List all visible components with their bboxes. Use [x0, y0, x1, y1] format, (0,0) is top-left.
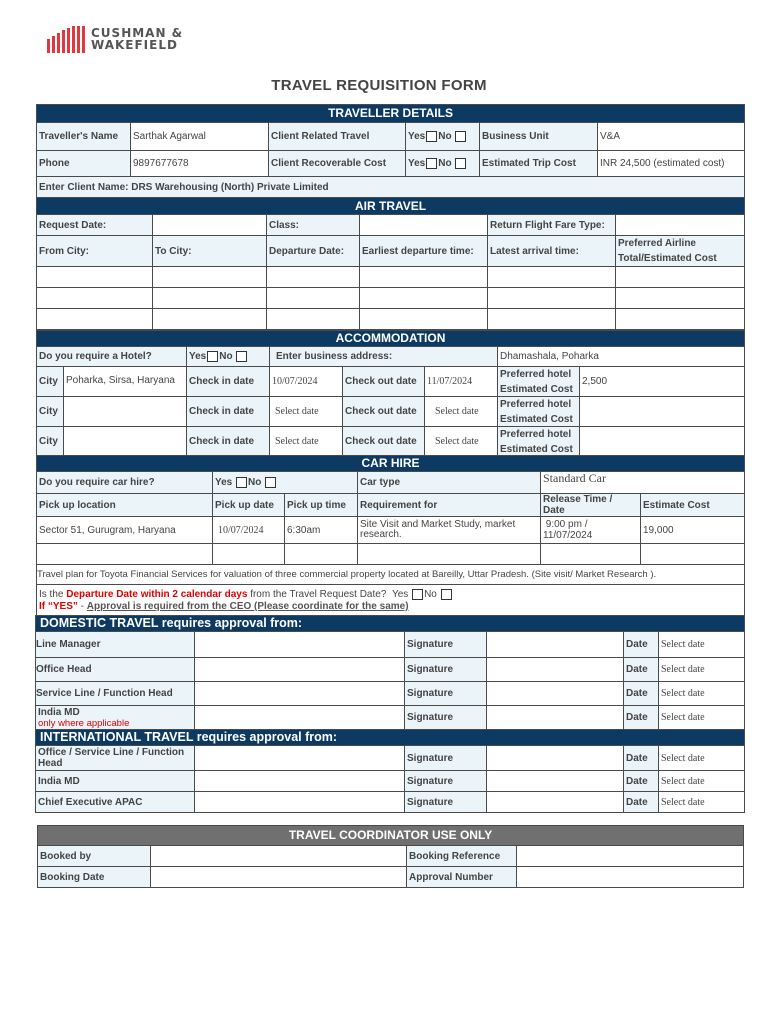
- requirement-field[interactable]: Site Visit and Market Study, market research.: [358, 517, 541, 544]
- check-in-label: Check in date: [187, 427, 270, 457]
- city-label: City: [37, 427, 64, 457]
- car-cell[interactable]: [37, 544, 213, 565]
- request-date-label: Request Date:: [37, 215, 153, 236]
- to-city-label: To City:: [153, 236, 267, 267]
- signature-label: Signature: [405, 682, 487, 706]
- hotel-question-label: Do you require a Hotel?: [37, 347, 187, 367]
- city-label: City: [37, 397, 64, 427]
- estimate-cost-label: Estimate Cost: [641, 494, 745, 517]
- air-cell[interactable]: [37, 267, 153, 288]
- release-time-label: Release Time / Date: [541, 494, 641, 517]
- yes-label: Yes: [391, 589, 409, 601]
- pickup-date-field[interactable]: 10/07/2024: [213, 517, 285, 544]
- air-row: [37, 288, 745, 309]
- estimated-trip-cost-field[interactable]: INR 24,500 (estimated cost): [598, 151, 745, 177]
- release-time-field[interactable]: 9:00 pm / 11/07/2024: [541, 517, 641, 544]
- air-cell[interactable]: [267, 309, 360, 330]
- booked-by-field[interactable]: [151, 846, 407, 867]
- accommodation-header: ACCOMMODATION: [37, 331, 745, 347]
- date-label: Date: [624, 706, 659, 730]
- latest-arrival-label: Latest arrival time:: [488, 236, 616, 267]
- car-cell[interactable]: [213, 544, 285, 565]
- international-header: INTERNATIONAL TRAVEL requires approval from:: [36, 730, 745, 746]
- return-fare-label: Return Flight Fare Type:: [488, 215, 616, 236]
- office-service-line-head-label: Office / Service Line / Function Head: [36, 746, 195, 771]
- car-hire-table: [36, 455, 745, 565]
- domestic-approval-table: [35, 615, 745, 730]
- check-out-label: Check out date: [343, 397, 425, 427]
- check-out-field[interactable]: Select date: [425, 397, 498, 427]
- air-cell[interactable]: [488, 267, 616, 288]
- date-field[interactable]: Select date: [659, 792, 745, 813]
- check-out-field[interactable]: 11/07/2024: [425, 367, 498, 397]
- class-label: Class:: [267, 215, 360, 236]
- car-type-label: Car type: [358, 472, 541, 494]
- travel-plan-table: [36, 564, 745, 616]
- air-cell[interactable]: [153, 288, 267, 309]
- air-row: [37, 267, 745, 288]
- air-cell[interactable]: [360, 309, 488, 330]
- date-label: Date: [624, 746, 659, 771]
- hotel-cost-field[interactable]: [580, 397, 745, 427]
- air-cell[interactable]: [488, 288, 616, 309]
- preferred-airline-label: Preferred Airline Total/Estimated Cost: [616, 236, 745, 267]
- check-out-label: Check out date: [343, 427, 425, 457]
- travel-plan-text[interactable]: Travel plan for Toyota Financial Services for valuation of three commercial property located at Bareilly, Uttar Pradesh. (Site visit/ Market Research ).: [37, 565, 745, 585]
- city-label: City: [37, 367, 64, 397]
- service-line-head-field[interactable]: [195, 682, 405, 706]
- air-travel-header: AIR TRAVEL: [37, 198, 745, 215]
- car-cell[interactable]: [541, 544, 641, 565]
- company-logo: [47, 24, 183, 54]
- no-label: No: [424, 589, 437, 601]
- hotel-cost-field[interactable]: [580, 427, 745, 457]
- request-date-field[interactable]: [153, 215, 267, 236]
- phone-label: Phone: [37, 151, 131, 177]
- coordinator-header: TRAVEL COORDINATOR USE ONLY: [38, 826, 744, 846]
- preferred-hotel-label: Preferred hotel Estimated Cost: [498, 367, 580, 397]
- signature-field[interactable]: [487, 706, 624, 730]
- air-cell[interactable]: [616, 288, 745, 309]
- air-row: [37, 309, 745, 330]
- departure-no-checkbox[interactable]: [441, 589, 452, 600]
- air-cell[interactable]: [360, 288, 488, 309]
- pickup-time-label: Pick up time: [285, 494, 358, 517]
- business-unit-field[interactable]: V&A: [598, 123, 745, 151]
- estimated-trip-cost-label: Estimated Trip Cost: [480, 151, 598, 177]
- yes-label: Yes: [189, 351, 207, 363]
- check-out-label: Check out date: [343, 367, 425, 397]
- signature-label: Signature: [405, 658, 487, 682]
- check-in-label: Check in date: [187, 367, 270, 397]
- city-field[interactable]: [64, 397, 187, 427]
- requirement-label: Requirement for: [358, 494, 541, 517]
- chief-executive-apac-field[interactable]: [195, 792, 405, 813]
- class-field[interactable]: [360, 215, 488, 236]
- air-cell[interactable]: [37, 309, 153, 330]
- booking-date-field[interactable]: [151, 867, 407, 888]
- client-related-yes-checkbox[interactable]: [426, 131, 437, 142]
- check-in-field[interactable]: 10/07/2024: [270, 367, 343, 397]
- car-hire-header: CAR HIRE: [37, 456, 745, 472]
- india-md-label: India MD: [36, 771, 195, 792]
- logo-text: CUSHMAN & WAKEFIELD: [91, 26, 184, 52]
- hotel-yes-checkbox[interactable]: [207, 351, 218, 362]
- city-field[interactable]: [64, 427, 187, 457]
- traveller-details-header: TRAVELLER DETAILS: [37, 105, 745, 123]
- business-address-label: Enter business address:: [270, 347, 498, 367]
- yes-label: Yes: [408, 131, 426, 143]
- office-head-label: Office Head: [36, 658, 195, 682]
- date-field[interactable]: Select date: [659, 706, 745, 730]
- date-field[interactable]: Select date: [659, 658, 745, 682]
- signature-field[interactable]: [487, 632, 624, 658]
- car-type-field[interactable]: Standard Car: [541, 472, 745, 494]
- pickup-time-field[interactable]: 6:30am: [285, 517, 358, 544]
- line-manager-field[interactable]: [195, 632, 405, 658]
- air-cell[interactable]: [616, 267, 745, 288]
- date-label: Date: [624, 771, 659, 792]
- from-city-label: From City:: [37, 236, 153, 267]
- form-title: TRAVEL REQUISITION FORM: [271, 77, 487, 94]
- car-yes-checkbox[interactable]: [236, 477, 247, 488]
- client-recoverable-yes-checkbox[interactable]: [426, 158, 437, 169]
- line-manager-label: Line Manager: [36, 632, 195, 658]
- estimate-cost-field[interactable]: 19,000: [641, 517, 745, 544]
- domestic-header: DOMESTIC TRAVEL requires approval from:: [36, 616, 745, 632]
- phone-field[interactable]: 9897677678: [131, 151, 269, 177]
- return-fare-field[interactable]: [616, 215, 745, 236]
- booking-reference-label: Booking Reference: [407, 846, 517, 867]
- air-cell[interactable]: [37, 288, 153, 309]
- no-label: No: [248, 477, 262, 489]
- departure-yes-checkbox[interactable]: [412, 589, 423, 600]
- pickup-location-label: Pick up location: [37, 494, 213, 517]
- date-label: Date: [624, 792, 659, 813]
- date-field[interactable]: Select date: [659, 632, 745, 658]
- air-cell[interactable]: [360, 267, 488, 288]
- client-recoverable-yes-no: [406, 151, 480, 177]
- international-approval-table: [35, 729, 745, 813]
- business-unit-label: Business Unit: [480, 123, 598, 151]
- service-line-head-label: Service Line / Function Head: [36, 682, 195, 706]
- hotel-no-checkbox[interactable]: [236, 351, 247, 362]
- check-in-label: Check in date: [187, 397, 270, 427]
- booked-by-label: Booked by: [38, 846, 151, 867]
- departure-question: Is the Departure Date within 2 calendar days from the Travel Request Date? Yes No If “YES” - Approval is required from the CEO (Please coordinate for the same): [37, 585, 745, 616]
- pickup-date-label: Pick up date: [213, 494, 285, 517]
- business-address-field[interactable]: Dhamashala, Poharka: [498, 347, 745, 367]
- client-related-no-checkbox[interactable]: [455, 131, 466, 142]
- signature-field[interactable]: [487, 746, 624, 771]
- signature-field[interactable]: [487, 771, 624, 792]
- approval-number-field[interactable]: [517, 867, 744, 888]
- yes-label: Yes: [408, 158, 426, 170]
- city-field[interactable]: Poharka, Sirsa, Haryana: [64, 367, 187, 397]
- office-head-field[interactable]: [195, 658, 405, 682]
- date-label: Date: [624, 632, 659, 658]
- client-recoverable-no-checkbox[interactable]: [455, 158, 466, 169]
- date-field[interactable]: Select date: [659, 771, 745, 792]
- client-name-field[interactable]: Enter Client Name: DRS Warehousing (North) Private Limited: [37, 177, 745, 198]
- car-cell[interactable]: [285, 544, 358, 565]
- coordinator-table: [37, 825, 744, 888]
- approval-number-label: Approval Number: [407, 867, 517, 888]
- check-out-field[interactable]: Select date: [425, 427, 498, 457]
- preferred-hotel-label: Preferred hotel Estimated Cost: [498, 397, 580, 427]
- air-cell[interactable]: [267, 267, 360, 288]
- car-hire-yes-no: [213, 472, 358, 494]
- preferred-hotel-label: Preferred hotel Estimated Cost: [498, 427, 580, 457]
- departure-date-label: Departure Date:: [267, 236, 360, 267]
- india-md-field[interactable]: [195, 771, 405, 792]
- car-cell[interactable]: [641, 544, 745, 565]
- booking-reference-field[interactable]: [517, 846, 744, 867]
- signature-field[interactable]: [487, 658, 624, 682]
- booking-date-label: Booking Date: [38, 867, 151, 888]
- car-no-checkbox[interactable]: [265, 477, 276, 488]
- car-hire-question-label: Do you require car hire?: [37, 472, 213, 494]
- india-md-field[interactable]: [195, 706, 405, 730]
- traveller-details-table: [36, 104, 745, 198]
- signature-label: Signature: [405, 746, 487, 771]
- travellers-name-field[interactable]: Sarthak Agarwal: [131, 123, 269, 151]
- hotel-cost-field[interactable]: 2,500: [580, 367, 745, 397]
- car-row: [37, 544, 745, 565]
- earliest-departure-label: Earliest departure time:: [360, 236, 488, 267]
- date-label: Date: [624, 682, 659, 706]
- no-label: No: [438, 131, 452, 143]
- pickup-location-field[interactable]: Sector 51, Gurugram, Haryana: [37, 517, 213, 544]
- hotel-yes-no: [187, 347, 270, 367]
- chief-executive-apac-label: Chief Executive APAC: [36, 792, 195, 813]
- signature-field[interactable]: [487, 682, 624, 706]
- client-recoverable-cost-label: Client Recoverable Cost: [269, 151, 406, 177]
- signature-label: Signature: [405, 771, 487, 792]
- air-cell[interactable]: [616, 309, 745, 330]
- accommodation-table: [36, 330, 745, 457]
- air-cell[interactable]: [267, 288, 360, 309]
- client-related-yes-no: [406, 123, 480, 151]
- no-label: No: [438, 158, 452, 170]
- air-cell[interactable]: [488, 309, 616, 330]
- signature-field[interactable]: [487, 792, 624, 813]
- air-cell[interactable]: [153, 309, 267, 330]
- yes-label: Yes: [215, 477, 233, 489]
- check-in-field[interactable]: Select date: [270, 397, 343, 427]
- signature-label: Signature: [405, 706, 487, 730]
- check-in-field[interactable]: Select date: [270, 427, 343, 457]
- car-cell[interactable]: [358, 544, 541, 565]
- no-label: No: [219, 351, 233, 363]
- office-service-line-head-field[interactable]: [195, 746, 405, 771]
- date-field[interactable]: Select date: [659, 746, 745, 771]
- air-cell[interactable]: [153, 267, 267, 288]
- date-label: Date: [624, 658, 659, 682]
- air-travel-table: [36, 197, 745, 330]
- date-field[interactable]: Select date: [659, 682, 745, 706]
- travellers-name-label: Traveller's Name: [37, 123, 131, 151]
- signature-label: Signature: [405, 792, 487, 813]
- client-related-travel-label: Client Related Travel: [269, 123, 406, 151]
- logo-bars-icon: [47, 26, 85, 53]
- india-md-label: India MD only where applicable: [36, 706, 195, 730]
- signature-label: Signature: [405, 632, 487, 658]
